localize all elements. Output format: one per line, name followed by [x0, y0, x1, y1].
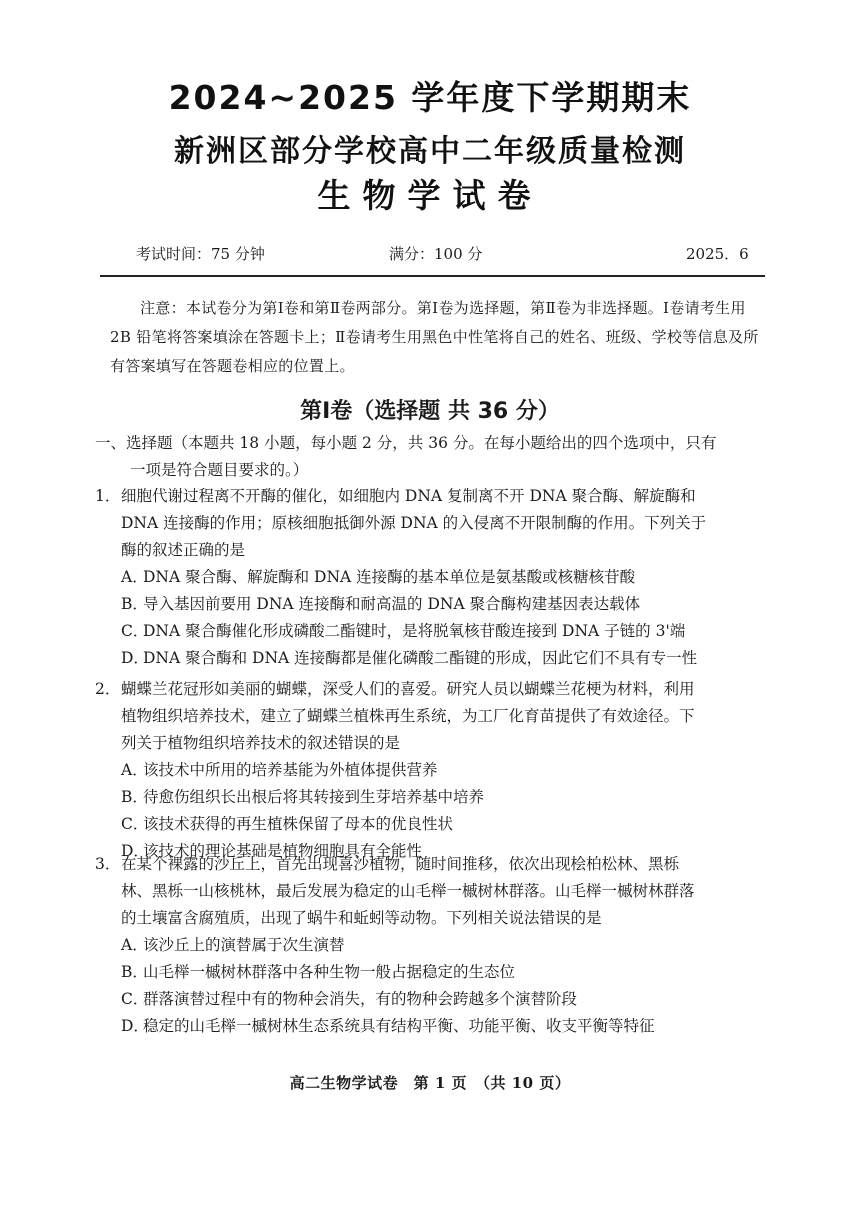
option-d: D．DNA 聚合酶和 DNA 连接酶都是催化磷酸二酯键的形成，因此它们不具有专一性 — [121, 649, 698, 667]
question-number: 3． — [95, 855, 121, 873]
exam-date: 2025．6 — [686, 245, 749, 263]
option-d: D．该技术的理论基础是植物细胞具有全能性 — [121, 842, 423, 860]
question-stem-line: 的土壤富含腐殖质，出现了蜗牛和蚯蚓等动物。下列相关说法错误的是 — [121, 909, 602, 927]
option-a: A．该技术中所用的培养基能为外植体提供营养 — [121, 761, 438, 779]
full-score: 满分：100 分 — [389, 245, 483, 263]
option-b: B．待愈伤组织长出根后将其转接到生芽培养基中培养 — [121, 788, 485, 806]
question-stem-line: 列关于植物组织培养技术的叙述错误的是 — [121, 734, 401, 752]
part-heading-line-2: 一项是符合题目要求的。） — [130, 461, 309, 479]
option-a: A．该沙丘上的演替属于次生演替 — [121, 936, 345, 954]
question-3 — [95, 851, 767, 1040]
question-stem-line: 林、黑栎一山核桃林，最后发展为稳定的山毛榉一槭树林群落。山毛榉一槭树林群落 — [121, 882, 695, 900]
option-b: B．导入基因前要用 DNA 连接酶和耐高温的 DNA 聚合酶构建基因表达载体 — [121, 595, 641, 613]
option-d: D．稳定的山毛榉一槭树林生态系统具有结构平衡、功能平衡、收支平衡等特征 — [121, 1017, 655, 1035]
question-number: 2． — [95, 680, 121, 698]
question-number: 1． — [95, 487, 121, 505]
title-line-1: 2024~2025 学年度下学期期末 — [168, 78, 692, 117]
question-stem-line: 酶的叙述正确的是 — [121, 541, 246, 559]
header-divider — [100, 275, 765, 277]
exam-time: 考试时间：75 分钟 — [136, 245, 265, 263]
option-c: C．DNA 聚合酶催化形成磷酸二酯键时，是将脱氧核苷酸连接到 DNA 子链的 3'端 — [121, 622, 686, 640]
section-title: 第Ⅰ卷（选择题 共 36 分） — [300, 399, 560, 424]
title-line-2: 新洲区部分学校高中二年级质量检测 — [174, 134, 686, 169]
part-heading — [95, 430, 767, 484]
option-b: B．山毛榉一槭树林群落中各种生物一般占据稳定的生态位 — [121, 963, 516, 981]
question-2 — [95, 676, 767, 865]
question-stem-line: DNA 连接酶的作用；原核细胞抵御外源 DNA 的入侵离不开限制酶的作用。下列关于 — [121, 514, 707, 532]
part-heading-line-1: 一、选择题（本题共 18 小题，每小题 2 分，共 36 分。在每小题给出的四个选项中，只有 — [95, 434, 717, 452]
question-stem-line: 蝴蝶兰花冠形如美丽的蝴蝶，深受人们的喜爱。研究人员以蝴蝶兰花梗为材料，利用 — [121, 680, 695, 698]
notice-paragraph: 注意：本试卷分为第Ⅰ卷和第Ⅱ卷两部分。第Ⅰ卷为选择题，第Ⅱ卷为非选择题。Ⅰ卷请考生用 2B 铅笔将答案填涂在答题卡上；Ⅱ卷请考生用黑色中性笔将自己的姓名、班级、学校等信息及所有答案填写在答题卷相应的位置上。 — [110, 299, 759, 375]
option-c: C．群落演替过程中有的物种会消失，有的物种会跨越多个演替阶段 — [121, 990, 578, 1008]
question-1 — [95, 483, 767, 672]
option-a: A．DNA 聚合酶、解旋酶和 DNA 连接酶的基本单位是氨基酸或核糖核苷酸 — [121, 568, 636, 586]
question-stem-line: 植物组织培养技术，建立了蝴蝶兰植株再生系统，为工厂化育苗提供了有效途径。下 — [121, 707, 695, 725]
option-c: C．该技术获得的再生植株保留了母本的优良性状 — [121, 815, 454, 833]
question-stem-line: 细胞代谢过程离不开酶的催化，如细胞内 DNA 复制离不开 DNA 聚合酶、解旋酶和 — [121, 487, 696, 505]
question-stem-line: 在某个裸露的沙丘上，首先出现喜沙植物，随时间推移，依次出现桧柏松林、黑栎 — [121, 855, 680, 873]
title-line-3: 生物学试卷 — [317, 176, 543, 215]
page-footer: 高二生物学试卷 第 1 页 （共 10 页） — [289, 1074, 571, 1092]
